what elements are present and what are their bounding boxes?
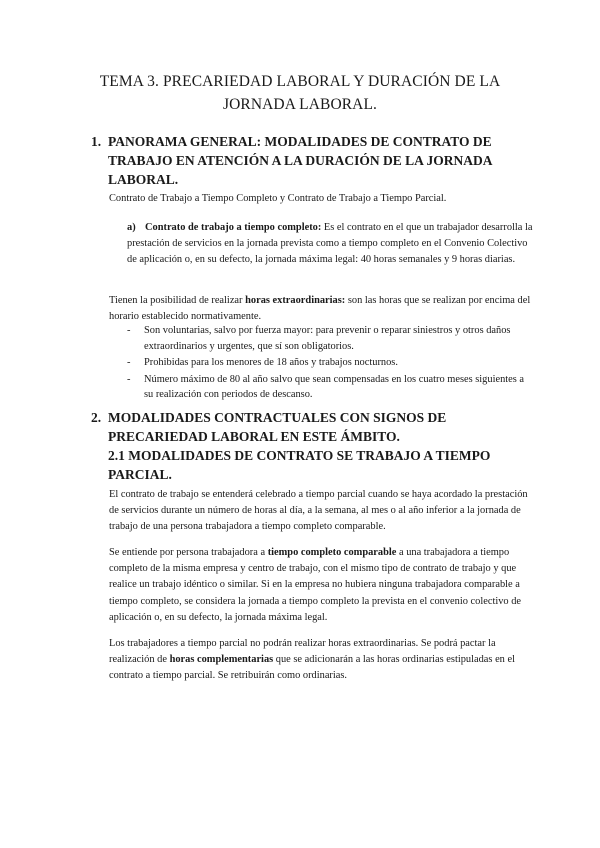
extra-post: son las horas que se realizan por encima del horario establecido normativamente. <box>109 295 531 323</box>
section-2-number: 2. <box>91 410 102 425</box>
list-item <box>127 355 527 371</box>
bullet-dash: - <box>127 357 131 368</box>
section-2-heading-text: MODALIDADES CONTRACTUALES CON SIGNOS DE PRECARIEDAD LABORAL EN ESTE ÁMBITO. <box>108 410 447 444</box>
para3-bold: horas complementarias <box>169 654 274 666</box>
title-line-2: JORNADA LABORAL. <box>222 96 378 113</box>
extra-bold: horas extraordinarias: <box>245 295 346 306</box>
list-item-text: Número máximo de 80 al año salvo que sean compensadas en los cuatro meses siguientes a su realización con periodos de descanso. <box>144 373 525 400</box>
item-a-body <box>127 220 535 269</box>
para2-post: a una trabajadora a tiempo completo de la misma empresa y centro de trabajo, con el mismo tipo de contrato de trabajo y que realice un trabajo idéntico o similar. Si en la empresa no hubiera ninguna trabajadora comparable a tiempo completo, se considera la jornada a tiempo completo la prevista en el convenio colectivo de aplicación o, en su defecto, la jornada máxima legal. <box>109 547 522 623</box>
section-2-paragraph-3 <box>109 636 534 685</box>
item-a-text: Es el contrato en el que un trabajador desarrolla la prestación de servicios en la jornada prevista como a tiempo completo en el Convenio Colectivo de aplicación o, en su defecto, la jornada máxima legal: 40 horas semanales y 9 horas diarias. <box>127 222 533 266</box>
section-1-heading <box>91 132 531 189</box>
para2-pre: Se entiende por persona trabajadora a <box>109 547 268 558</box>
para3-post: que se adicionarán a las horas ordinarias estipuladas en el contrato a tiempo parcial. Se retribuirán como ordinarias. <box>109 654 515 682</box>
list-item-text: Prohibidas para los menores de 18 años y trabajos nocturnos. <box>144 357 398 368</box>
bullet-dash: - <box>127 325 131 336</box>
section-2-1-heading: 2.1 MODALIDADES DE CONTRATO SE TRABAJO A TIEMPO PARCIAL. <box>108 448 491 482</box>
item-a-bold: Contrato de trabajo a tiempo completo: <box>145 222 322 233</box>
section-1-intro: Contrato de Trabajo a Tiempo Completo y Contrato de Trabajo a Tiempo Parcial. <box>109 193 447 204</box>
section-2-paragraph-2 <box>109 545 534 626</box>
section-1-number: 1. <box>91 134 102 149</box>
extra-hours-paragraph <box>109 293 534 325</box>
extra-hours-list <box>127 323 527 404</box>
extra-pre: Tienen la posibilidad de realizar <box>109 295 246 306</box>
section-2-heading <box>91 408 531 484</box>
item-a <box>127 220 535 269</box>
section-2-paragraph-1: El contrato de trabajo se entenderá celebrado a tiempo parcial cuando se haya acordado la prestación de servicios durante un número de horas al día, a la semana, al mes o al año inferior a la jornada de trabajo de una persona trabajadora a tiempo completo comparable. <box>109 489 528 533</box>
list-item <box>127 372 527 403</box>
para2-bold: tiempo completo comparable <box>267 547 397 558</box>
list-item-text: Son voluntarias, salvo por fuerza mayor: para prevenir o reparar siniestros y otros daños extraordinarios y urgentes, que sí son obligatorios. <box>144 325 511 352</box>
para3-pre: Los trabajadores a tiempo parcial no podrán realizar horas extraordinarias. Se podrá pactar la realización de <box>109 638 496 666</box>
title-line-1: TEMA 3. PRECARIEDAD LABORAL Y DURACIÓN DE LA <box>99 73 501 90</box>
document-title <box>60 70 540 116</box>
list-item <box>127 323 527 354</box>
item-a-marker: a) <box>127 222 136 233</box>
section-1-heading-text: PANORAMA GENERAL: MODALIDADES DE CONTRATO DE TRABAJO EN ATENCIÓN A LA DURACIÓN DE LA JORNADA LABORAL. <box>108 134 492 187</box>
bullet-dash: - <box>127 373 131 385</box>
